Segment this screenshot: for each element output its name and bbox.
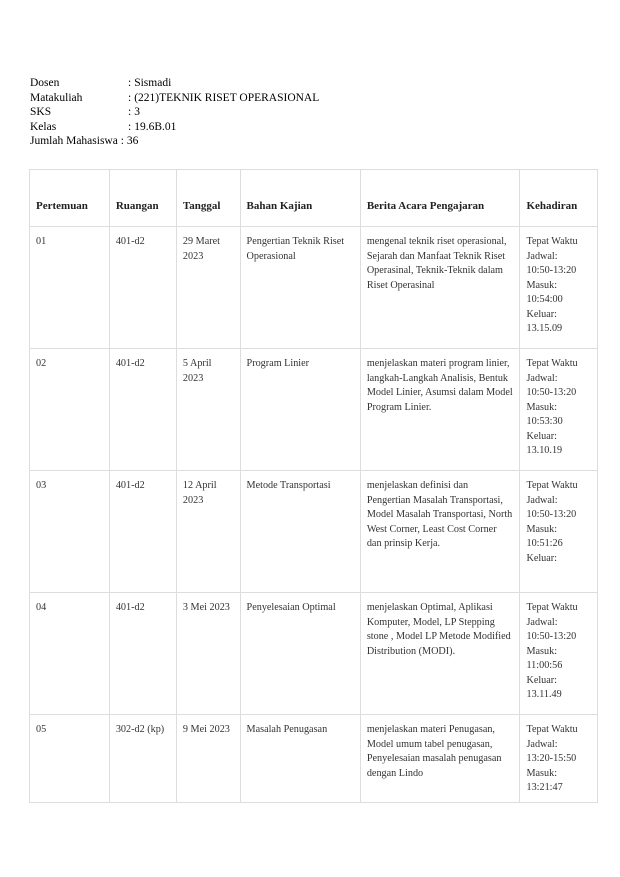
kehadiran-masuk: 10:53:30 bbox=[526, 416, 563, 427]
kehadiran-masuk: 10:54:00 bbox=[526, 294, 563, 305]
info-row-dosen bbox=[30, 76, 319, 91]
header-pertemuan: Pertemuan bbox=[30, 170, 110, 227]
header-kehadiran: Kehadiran bbox=[520, 170, 598, 227]
course-info bbox=[30, 76, 319, 149]
kehadiran-jadwal-label: Jadwal: bbox=[526, 372, 558, 384]
cell-bahan-kajian: Pengertian Teknik Riset Operasional bbox=[240, 227, 360, 349]
kehadiran-jadwal: 10:50-13:20 bbox=[526, 631, 577, 642]
cell-pertemuan: 01 bbox=[30, 227, 110, 349]
cell-tanggal: 9 Mei 2023 bbox=[176, 715, 240, 803]
info-row-sks bbox=[30, 105, 319, 120]
kehadiran-status: Tepat Waktu bbox=[526, 358, 578, 369]
cell-berita-acara: menjelaskan materi Penugasan, Model umum tabel penugasan, Penyelesaian masalah penugasan dengan Lindo bbox=[360, 715, 520, 803]
cell-ruangan: 401-d2 bbox=[109, 593, 176, 715]
kehadiran-jadwal: 10:50-13:20 bbox=[526, 265, 577, 276]
kehadiran-keluar: 13.11.49 bbox=[526, 689, 562, 700]
table-row bbox=[30, 471, 598, 593]
kehadiran-masuk-label: Masuk: bbox=[526, 401, 558, 413]
info-row-matakuliah bbox=[30, 91, 319, 106]
kehadiran-masuk-label: Masuk: bbox=[526, 279, 558, 291]
cell-ruangan: 401-d2 bbox=[109, 227, 176, 349]
info-separator: : bbox=[128, 77, 132, 89]
kehadiran-masuk: 10:51:26 bbox=[526, 538, 563, 549]
info-label: SKS bbox=[30, 106, 52, 118]
kehadiran-jadwal: 10:50-13:20 bbox=[526, 509, 577, 520]
kehadiran-jadwal-label: Jadwal: bbox=[526, 738, 558, 750]
kehadiran-jadwal-label: Jadwal: bbox=[526, 494, 558, 506]
info-value: 19.6B.01 bbox=[134, 120, 177, 133]
cell-berita-acara: mengenal teknik riset operasional, Sejarah dan Manfaat Teknik Riset Operasinal, Teknik-Teknik dalam Riset Operasinal bbox=[360, 227, 520, 349]
info-value: 3 bbox=[134, 106, 140, 118]
kehadiran-keluar-label: Keluar: bbox=[526, 430, 558, 442]
cell-pertemuan: 02 bbox=[30, 349, 110, 471]
info-label: Dosen bbox=[30, 77, 60, 89]
cell-ruangan: 302-d2 (kp) bbox=[109, 715, 176, 803]
kehadiran-status: Tepat Waktu bbox=[526, 480, 578, 491]
kehadiran-jadwal-label: Jadwal: bbox=[526, 616, 558, 628]
cell-pertemuan: 03 bbox=[30, 471, 110, 593]
kehadiran-jadwal-label: Jadwal: bbox=[526, 250, 558, 262]
kehadiran-jadwal: 13:20-15:50 bbox=[526, 753, 577, 764]
info-value: 36 bbox=[126, 135, 139, 147]
header-bahan-kajian: Bahan Kajian bbox=[240, 170, 360, 227]
info-separator: : bbox=[128, 120, 132, 133]
cell-bahan-kajian: Masalah Penugasan bbox=[240, 715, 360, 803]
kehadiran-jadwal: 10:50-13:20 bbox=[526, 387, 577, 398]
cell-bahan-kajian: Penyelesaian Optimal bbox=[240, 593, 360, 715]
kehadiran-keluar-label: Keluar: bbox=[526, 552, 558, 564]
kehadiran-keluar: 13.15.09 bbox=[526, 323, 563, 334]
cell-tanggal: 3 Mei 2023 bbox=[176, 593, 240, 715]
cell-berita-acara: menjelaskan Optimal, Aplikasi Komputer, Model, LP Stepping stone , Model LP Metode Modified Distribution (MODI). bbox=[360, 593, 520, 715]
kehadiran-keluar: 13.10.19 bbox=[526, 445, 563, 456]
table-row bbox=[30, 715, 598, 803]
cell-ruangan: 401-d2 bbox=[109, 349, 176, 471]
kehadiran-status: Tepat Waktu bbox=[526, 602, 578, 613]
kehadiran-keluar-label: Keluar: bbox=[526, 308, 558, 320]
info-label: Jumlah Mahasiswa bbox=[30, 135, 118, 147]
cell-kehadiran bbox=[520, 471, 598, 593]
cell-pertemuan: 04 bbox=[30, 593, 110, 715]
cell-kehadiran bbox=[520, 593, 598, 715]
info-value: Sismadi bbox=[134, 77, 172, 89]
cell-tanggal: 29 Maret 2023 bbox=[176, 227, 240, 349]
cell-pertemuan: 05 bbox=[30, 715, 110, 803]
header-tanggal: Tanggal bbox=[176, 170, 240, 227]
cell-berita-acara: menjelaskan materi program linier, langkah-Langkah Analisis, Bentuk Model Linier, Asumsi dalam Model Program Linier. bbox=[360, 349, 520, 471]
table-row bbox=[30, 593, 598, 715]
info-label: Kelas bbox=[30, 120, 57, 133]
kehadiran-masuk-label: Masuk: bbox=[526, 767, 558, 779]
info-value: (221)TEKNIK RISET OPERASIONAL bbox=[134, 91, 320, 104]
info-separator: : bbox=[128, 91, 132, 104]
kehadiran-masuk: 11:00:56 bbox=[526, 660, 563, 671]
kehadiran-masuk-label: Masuk: bbox=[526, 523, 558, 535]
kehadiran-masuk-label: Masuk: bbox=[526, 645, 558, 657]
cell-bahan-kajian: Program Linier bbox=[240, 349, 360, 471]
table-row bbox=[30, 349, 598, 471]
info-separator: : bbox=[128, 106, 132, 118]
info-separator: : bbox=[117, 135, 124, 147]
header-berita-acara: Berita Acara Pengajaran bbox=[360, 170, 520, 227]
kehadiran-status: Tepat Waktu bbox=[526, 724, 578, 735]
info-row-kelas bbox=[30, 120, 319, 135]
info-label: Matakuliah bbox=[30, 91, 83, 104]
info-row-jumlah-mahasiswa bbox=[30, 134, 319, 149]
cell-kehadiran bbox=[520, 227, 598, 349]
kehadiran-status: Tepat Waktu bbox=[526, 236, 578, 247]
cell-berita-acara: menjelaskan definisi dan Pengertian Masalah Transportasi, Model Masalah Transportasi, North West Corner, Least Cost Corner dan prinsip Kerja. bbox=[360, 471, 520, 593]
kehadiran-masuk: 13:21:47 bbox=[526, 782, 563, 793]
header-ruangan: Ruangan bbox=[109, 170, 176, 227]
table-header-row bbox=[30, 170, 598, 227]
cell-bahan-kajian: Metode Transportasi bbox=[240, 471, 360, 593]
cell-tanggal: 5 April 2023 bbox=[176, 349, 240, 471]
kehadiran-keluar-label: Keluar: bbox=[526, 674, 558, 686]
attendance-table bbox=[29, 169, 598, 803]
cell-kehadiran bbox=[520, 715, 598, 803]
cell-tanggal: 12 April 2023 bbox=[176, 471, 240, 593]
cell-ruangan: 401-d2 bbox=[109, 471, 176, 593]
cell-kehadiran bbox=[520, 349, 598, 471]
table-row bbox=[30, 227, 598, 349]
